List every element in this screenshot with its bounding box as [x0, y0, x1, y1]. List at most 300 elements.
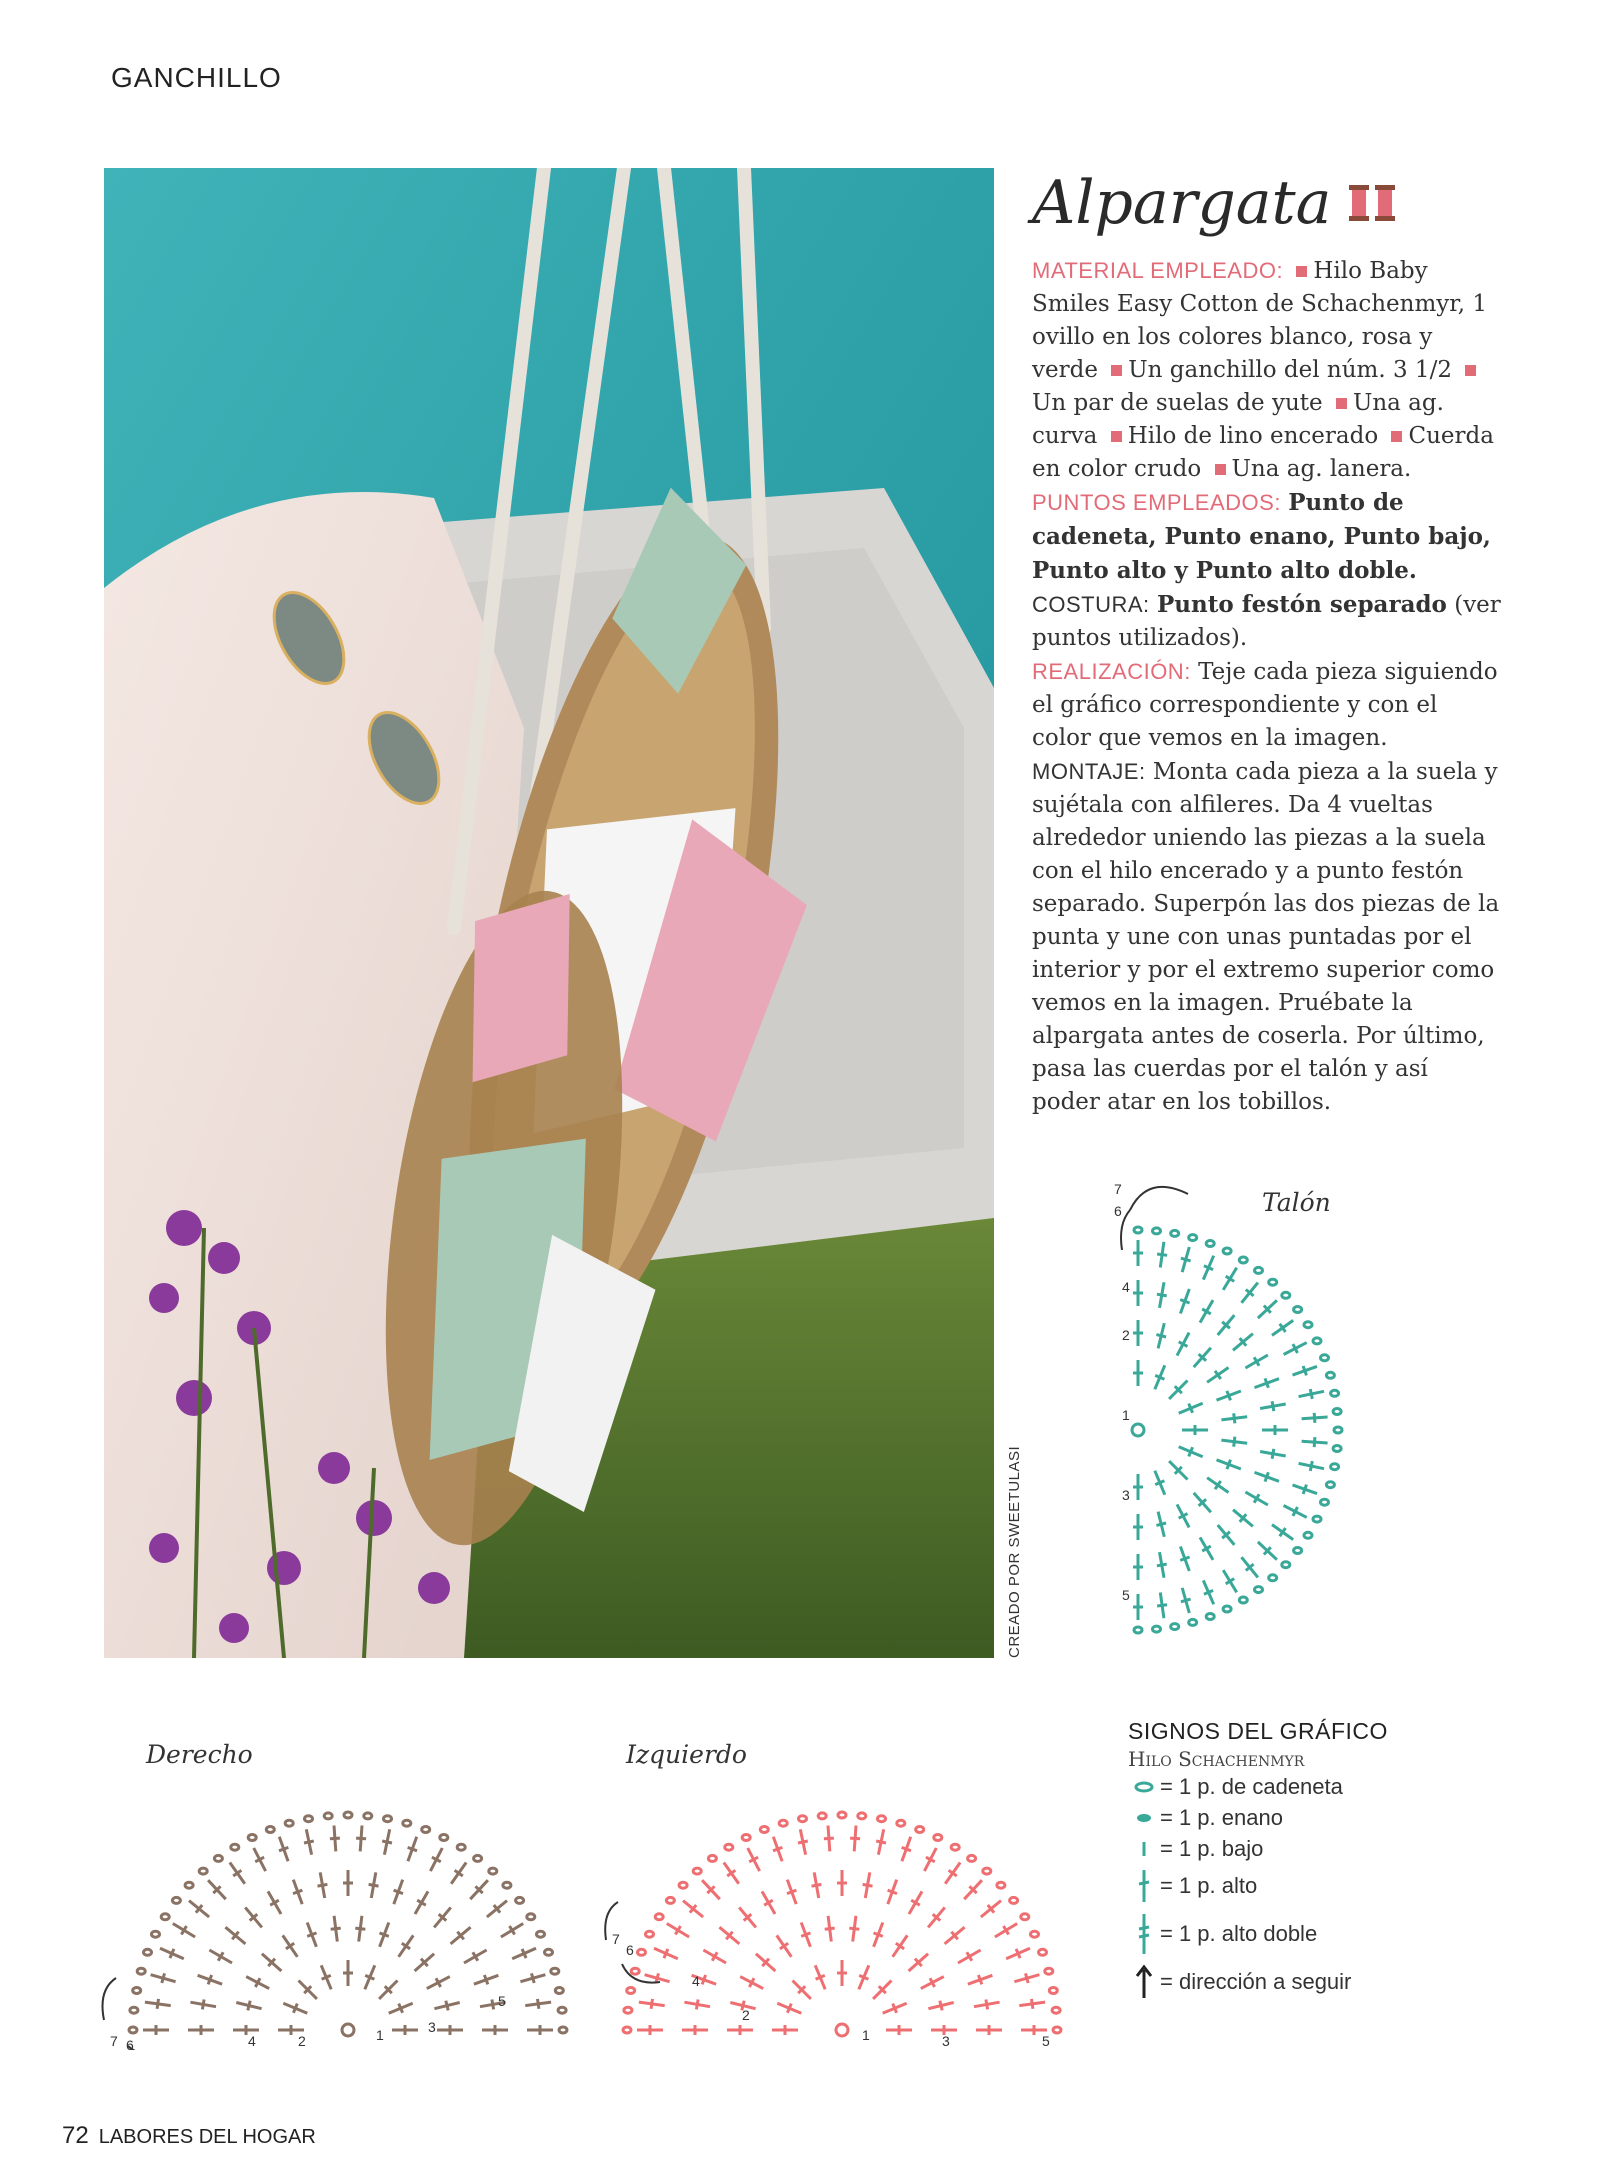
realizacion-paragraph — [1032, 655, 1502, 755]
chain-stitch — [545, 1949, 553, 1955]
page-footer — [62, 2122, 316, 2150]
legend-subtitle: Hilo Schachenmyr — [1128, 1747, 1305, 1771]
legend-item-text: = 1 p. alto doble — [1160, 1921, 1318, 1946]
legend-item-text: = 1 p. enano — [1160, 1804, 1283, 1830]
direction-arrow-icon — [1130, 1187, 1188, 1210]
stitch-crossbar — [538, 1999, 539, 2009]
stitch-crossbar — [888, 1890, 897, 1893]
stitch-crossbar — [1157, 1294, 1167, 1296]
stitch-crossbar — [248, 2001, 250, 2011]
bullet-square-icon — [1111, 365, 1122, 376]
material-item: Un par de suelas de yute — [1032, 390, 1323, 416]
stitch-crossbar — [926, 1857, 935, 1862]
chain-stitch — [1294, 1548, 1302, 1554]
magazine-name: LABORES DEL HOGAR — [98, 2126, 316, 2148]
stitch-crossbar — [356, 1838, 366, 1839]
stitch-crossbar — [1155, 1375, 1164, 1379]
costura-text: Punto festón separado — [1157, 591, 1447, 618]
stitch-crossbar — [1157, 1564, 1167, 1566]
stitch-crossbar — [1227, 1460, 1231, 1469]
stitch-crossbar — [1180, 1557, 1189, 1560]
stitch-crossbar — [651, 1999, 652, 2009]
row-number: 4 — [248, 2033, 256, 2049]
chain-stitch — [934, 1835, 942, 1841]
chain-stitch — [1331, 1390, 1339, 1396]
stitch-crossbar — [1303, 1485, 1306, 1494]
chain-stitch — [878, 1816, 886, 1822]
chain-stitch — [1331, 1464, 1339, 1470]
stitch-crossbar — [365, 1975, 374, 1979]
stitch-crossbar — [1293, 1507, 1298, 1516]
row-number: 2 — [298, 2033, 306, 2049]
legend-item-slip — [1128, 1802, 1488, 1833]
stitch-crossbar — [859, 1975, 868, 1979]
chain-stitch — [1321, 1355, 1329, 1361]
stitch-crossbar — [432, 1857, 441, 1862]
chain-stitch — [760, 1827, 768, 1833]
direction-arrow-icon — [622, 1964, 660, 1983]
stitch-crossbar — [702, 1975, 705, 1984]
chain-stitch — [897, 1820, 905, 1826]
chain-stitch — [285, 1820, 293, 1826]
row-number: 6 — [1114, 1203, 1122, 1219]
chain-stitch — [1282, 1562, 1290, 1568]
izquierdo-chart-label: Izquierdo — [626, 1740, 747, 1769]
stitch-crossbar — [824, 1838, 834, 1839]
chain-stitch — [559, 2027, 567, 2033]
stitch-crossbar — [1026, 1973, 1029, 1983]
stitch-crossbar — [816, 1975, 825, 1979]
chain-stitch — [172, 1897, 180, 1903]
stitch-crossbar — [1272, 1401, 1274, 1411]
chain-stitch — [951, 1844, 959, 1850]
stitch-crossbar — [170, 1949, 174, 1958]
bullet-square-icon — [1336, 398, 1347, 409]
direction-arrow-icon — [1121, 1210, 1130, 1250]
chain-stitch — [666, 1897, 674, 1903]
stitch-crossbar — [202, 2000, 204, 2010]
stitch-crossbar — [986, 2000, 988, 2010]
chain-stitch-icon — [1133, 1780, 1155, 1794]
direction-arrow-icon — [103, 1978, 117, 2020]
slip-stitch-icon — [1133, 1811, 1155, 1825]
legend-item-text: = 1 p. de cadeneta — [1160, 1773, 1343, 1799]
center-ring — [836, 2024, 848, 2036]
stitch-crossbar — [318, 1884, 328, 1886]
chain-stitch — [968, 1855, 976, 1861]
stitch-crossbar — [1181, 1599, 1191, 1602]
stitch-crossbar — [304, 1841, 314, 1843]
material-item: Una ag. lanera. — [1231, 456, 1412, 482]
realizacion-text: Teje cada pieza siguiendo el gráfico correspondiente y con el color que vemos en la imagen. — [1032, 659, 1498, 751]
stitch-crossbar — [369, 1884, 379, 1886]
bullet-square-icon — [1465, 365, 1476, 376]
material-item: Cuerda en color crudo — [1032, 423, 1494, 482]
chain-stitch — [1304, 1322, 1312, 1328]
chain-stitch — [627, 1988, 635, 1994]
stitch-crossbar — [978, 1975, 981, 1984]
stitch-crossbar — [849, 1928, 859, 1929]
stitch-crossbar — [1181, 1258, 1191, 1261]
row-number: 6 — [126, 2037, 134, 2050]
stitch-crossbar — [1179, 1342, 1188, 1347]
stitch-crossbar — [876, 1841, 886, 1843]
stitch-crossbar — [801, 1933, 810, 1937]
chain-stitch — [1134, 1627, 1142, 1633]
chain-stitch — [555, 1988, 563, 1994]
chain-stitch — [474, 1855, 482, 1861]
chain-stitch — [799, 1816, 807, 1822]
chain-stitch — [324, 1813, 332, 1819]
stitch-crossbar — [208, 1975, 211, 1984]
legend-item-text: = 1 p. alto — [1160, 1873, 1258, 1898]
stitch-crossbar — [1156, 1335, 1166, 1337]
chain-stitch — [161, 1914, 169, 1920]
row-number: 7 — [1114, 1181, 1122, 1197]
chain-stitch — [537, 1931, 545, 1937]
chain-stitch — [1223, 1248, 1231, 1254]
stitch-crossbar — [436, 1978, 441, 1987]
material-item: Hilo Baby Smiles Easy Cotton de Schachenmyr, 1 ovillo en los colores blanco, rosa y verde — [1032, 258, 1487, 383]
stitch-crossbar — [773, 1847, 782, 1850]
chain-stitch — [248, 1835, 256, 1841]
thread-spools-icon — [1345, 183, 1401, 223]
stitch-crossbar — [408, 1847, 417, 1850]
stitch-crossbar — [1157, 1605, 1167, 1606]
stitch-crossbar — [382, 1841, 392, 1843]
stitch-crossbar — [446, 2001, 448, 2011]
chain-stitch — [1326, 1482, 1334, 1488]
stitch-crossbar — [1310, 1461, 1312, 1471]
stitch-crossbar — [850, 1838, 860, 1839]
chain-stitch — [1334, 1427, 1342, 1433]
stitch-crossbar — [787, 2004, 791, 2013]
stitch-crossbar — [874, 1933, 883, 1937]
stitch-crossbar — [930, 1978, 935, 1987]
stitch-crossbar — [331, 1928, 341, 1929]
stitch-crossbar — [664, 1949, 668, 1958]
chain-stitch — [631, 1968, 639, 1974]
puntos-paragraph — [1032, 486, 1502, 655]
page-number: 72 — [62, 2122, 89, 2149]
stitch-crossbar — [522, 1949, 526, 1958]
legend-item-chain — [1128, 1771, 1488, 1802]
stitch-crossbar — [1156, 1523, 1166, 1525]
chain-stitch — [364, 1813, 372, 1819]
chain-stitch — [503, 1882, 511, 1888]
chain-stitch — [130, 2007, 138, 2013]
stitch-crossbar — [940, 2001, 942, 2011]
costura-note: (ver puntos utilizados). — [1032, 592, 1501, 651]
chain-stitch — [457, 1844, 465, 1850]
legend-item-text: = dirección a seguir — [1160, 1969, 1352, 1994]
stitch-crossbar — [893, 2004, 897, 2013]
chain-stitch — [489, 1868, 497, 1874]
stitch-crossbar — [293, 1890, 302, 1893]
bullet-square-icon — [1391, 431, 1402, 442]
chain-stitch — [1053, 2027, 1061, 2033]
chain-stitch — [1313, 1516, 1321, 1522]
stitch-crossbar — [902, 1847, 911, 1850]
single-crochet-icon — [1138, 1839, 1150, 1859]
article-body — [1032, 254, 1502, 1119]
chain-stitch — [838, 1812, 846, 1818]
row-number: 5 — [1122, 1587, 1130, 1603]
puntos-label: PUNTOS EMPLEADOS: — [1032, 490, 1281, 515]
stitch-crossbar — [394, 1890, 403, 1893]
chain-stitch — [1321, 1499, 1329, 1505]
legend-title: SIGNOS DEL GRÁFICO — [1128, 1718, 1388, 1744]
stitch-crossbar — [399, 2004, 403, 2013]
stitch-crossbar — [696, 2000, 698, 2010]
material-item: Hilo de lino encerado — [1127, 423, 1379, 449]
chain-stitch — [1223, 1606, 1231, 1612]
stitch-crossbar — [798, 1841, 808, 1843]
stitch-crossbar — [812, 1884, 822, 1886]
chain-stitch — [779, 1820, 787, 1826]
photo-credit: CREADO POR SWEETULASI — [1006, 1445, 1023, 1658]
chain-stitch — [1294, 1307, 1302, 1313]
chain-stitch — [1153, 1626, 1161, 1632]
arrow-up-icon — [1135, 1964, 1153, 2000]
montaje-label: MONTAJE: — [1032, 759, 1146, 784]
chain-stitch — [1134, 1227, 1142, 1233]
chart-legend — [1128, 1718, 1488, 2004]
talon-chart — [1108, 1180, 1448, 1670]
stitch-crossbar — [749, 1857, 758, 1862]
center-ring — [1132, 1424, 1144, 1436]
espadrille-photo — [104, 168, 994, 1658]
chain-stitch — [1031, 1931, 1039, 1937]
chain-stitch — [858, 1813, 866, 1819]
chain-stitch — [708, 1855, 716, 1861]
stitch-crossbar — [863, 1884, 873, 1886]
chain-stitch — [1049, 1988, 1057, 1994]
section-header: GANCHILLO — [111, 62, 282, 93]
row-number: 2 — [742, 2007, 750, 2023]
stitch-crossbar — [293, 2004, 297, 2013]
stitch-crossbar — [1265, 1378, 1268, 1387]
chain-stitch — [997, 1882, 1005, 1888]
center-ring — [342, 2024, 354, 2036]
chain-stitch — [516, 1897, 524, 1903]
chain-stitch — [1206, 1614, 1214, 1620]
bullet-square-icon — [1296, 266, 1307, 277]
stitch-crossbar — [1227, 1391, 1231, 1400]
chain-stitch — [344, 1812, 352, 1818]
chain-stitch — [1171, 1230, 1179, 1236]
legend-item-dc — [1128, 1864, 1488, 1908]
chain-stitch — [1021, 1914, 1029, 1920]
chain-stitch — [1333, 1446, 1341, 1452]
chain-stitch — [1010, 1897, 1018, 1903]
chain-stitch — [1269, 1575, 1277, 1581]
chain-stitch — [1333, 1409, 1341, 1415]
stitch-crossbar — [1272, 1449, 1274, 1459]
stitch-crossbar — [255, 1978, 260, 1987]
article-title — [1032, 168, 1401, 238]
bullet-square-icon — [1215, 464, 1226, 475]
material-label: MATERIAL EMPLEADO: — [1032, 258, 1284, 283]
stitch-crossbar — [1234, 1413, 1235, 1423]
montaje-paragraph — [1032, 755, 1502, 1119]
chain-stitch — [137, 1968, 145, 1974]
chain-stitch — [725, 1844, 733, 1850]
chain-stitch — [558, 2007, 566, 2013]
izquierdo-chart — [592, 1750, 1092, 2050]
chain-stitch — [1206, 1241, 1214, 1247]
row-number: 5 — [1042, 2033, 1050, 2049]
stitch-crossbar — [355, 1928, 365, 1929]
row-number: 6 — [626, 1942, 634, 1958]
chain-stitch — [133, 1988, 141, 1994]
stitch-crossbar — [1310, 1389, 1312, 1399]
stitch-crossbar — [1265, 1472, 1268, 1481]
stitch-crossbar — [322, 1975, 331, 1979]
stitch-crossbar — [532, 1973, 535, 1983]
stitch-crossbar — [1179, 1514, 1188, 1519]
chain-stitch — [1052, 2007, 1060, 2013]
derecho-chart — [98, 1750, 598, 2050]
row-number: 2 — [1122, 1327, 1130, 1343]
stitch-crossbar — [1180, 1300, 1189, 1303]
material-item: Una ag. curva — [1032, 390, 1444, 449]
stitch-crossbar — [330, 1838, 340, 1839]
chain-stitch — [1326, 1372, 1334, 1378]
double-crochet-icon — [1136, 1868, 1152, 1904]
chain-stitch — [655, 1914, 663, 1920]
chain-stitch — [1239, 1257, 1247, 1263]
row-number: 3 — [942, 2033, 950, 2049]
chain-stitch — [1189, 1235, 1197, 1241]
talon-chart-label: Talón — [1262, 1188, 1331, 1217]
stitch-crossbar — [1016, 1949, 1020, 1958]
chain-stitch — [818, 1813, 826, 1819]
chain-stitch — [1189, 1619, 1197, 1625]
stitch-crossbar — [1204, 1590, 1213, 1594]
row-number: 1 — [862, 2027, 870, 2043]
chain-stitch — [742, 1835, 750, 1841]
row-number: 7 — [110, 2033, 118, 2049]
chain-stitch — [1282, 1292, 1290, 1298]
stitch-crossbar — [162, 1973, 165, 1983]
stitch-crossbar — [1204, 1266, 1213, 1270]
row-number: 5 — [498, 1993, 506, 2009]
chain-stitch — [1239, 1597, 1247, 1603]
treble-crochet-icon — [1136, 1912, 1152, 1956]
stitch-crossbar — [825, 1928, 835, 1929]
legend-item-sc — [1128, 1833, 1488, 1864]
legend-item-text: = 1 p. bajo — [1160, 1835, 1264, 1861]
chain-stitch — [1039, 1949, 1047, 1955]
chain-stitch — [1313, 1338, 1321, 1344]
chain-stitch — [624, 2007, 632, 2013]
stitch-crossbar — [307, 1933, 316, 1937]
chain-stitch — [1153, 1228, 1161, 1234]
row-number: 3 — [1122, 1487, 1130, 1503]
chain-stitch — [384, 1816, 392, 1822]
stitch-crossbar — [1314, 1437, 1315, 1447]
chain-stitch — [1269, 1279, 1277, 1285]
chain-stitch — [129, 2027, 137, 2033]
stitch-crossbar — [492, 2000, 494, 2010]
bullet-square-icon — [1111, 431, 1122, 442]
stitch-crossbar — [1293, 1344, 1298, 1353]
chain-stitch — [144, 1949, 152, 1955]
chain-stitch — [1304, 1532, 1312, 1538]
row-number: 4 — [1122, 1279, 1130, 1295]
stitch-crossbar — [1032, 1999, 1033, 2009]
stitch-crossbar — [787, 1890, 796, 1893]
stitch-crossbar — [1234, 1437, 1235, 1447]
derecho-chart-label: Derecho — [146, 1740, 253, 1769]
chain-stitch — [403, 1820, 411, 1826]
stitch-crossbar — [1157, 1254, 1167, 1255]
chain-stitch — [266, 1827, 274, 1833]
stitch-crossbar — [279, 1847, 288, 1850]
chain-stitch — [422, 1827, 430, 1833]
article-title-text: Alpargata — [1032, 168, 1332, 238]
puntos-text: Punto de cadeneta, Punto enano, Punto bajo, Punto alto y Punto alto doble. — [1032, 489, 1491, 584]
chain-stitch — [527, 1914, 535, 1920]
stitch-crossbar — [1303, 1366, 1306, 1375]
stitch-crossbar — [1314, 1413, 1315, 1423]
stitch-crossbar — [1189, 1447, 1193, 1456]
chain-stitch — [693, 1868, 701, 1874]
stitch-crossbar — [749, 1978, 754, 1987]
chain-stitch — [916, 1827, 924, 1833]
chain-stitch — [231, 1844, 239, 1850]
material-paragraph — [1032, 254, 1502, 486]
row-number: 7 — [612, 1931, 620, 1947]
chain-stitch — [983, 1868, 991, 1874]
chain-stitch — [440, 1835, 448, 1841]
chain-stitch — [152, 1931, 160, 1937]
direction-arrow-icon — [128, 2046, 168, 2050]
stitch-crossbar — [484, 1975, 487, 1984]
chain-stitch — [1255, 1587, 1263, 1593]
stitch-crossbar — [1155, 1481, 1164, 1485]
chain-stitch — [646, 1931, 654, 1937]
chain-stitch — [1045, 1968, 1053, 1974]
material-item: Un ganchillo del núm. 3 1/2 — [1128, 357, 1452, 383]
chain-stitch — [638, 1949, 646, 1955]
stitch-crossbar — [1189, 1404, 1193, 1413]
montaje-text: Monta cada pieza a la suela y sujétala con alfileres. Da 4 vueltas alrededor uniendo las piezas a la suela con el hilo encerado y a punto festón separado. Superpón las dos piezas de la punta y une con unas puntadas por el interior y por el extremo superior como vemos en la imagen. Pruébate la alpargata antes de coserla. Por último, pasa las cuerdas por el talón y así poder atar en los tobillos. — [1032, 759, 1500, 1115]
row-number: 1 — [1122, 1407, 1130, 1423]
costura-label: COSTURA: — [1032, 592, 1150, 617]
realizacion-label: REALIZACIÓN: — [1032, 659, 1191, 684]
photo-illustration — [104, 168, 994, 1658]
chain-stitch — [551, 1968, 559, 1974]
row-number: 3 — [428, 2019, 436, 2035]
chain-stitch — [623, 2027, 631, 2033]
chain-stitch — [1255, 1267, 1263, 1273]
stitch-crossbar — [157, 1999, 158, 2009]
chain-stitch — [214, 1855, 222, 1861]
chain-stitch — [185, 1882, 193, 1888]
row-number: 4 — [692, 1973, 700, 1989]
chain-stitch — [199, 1868, 207, 1874]
legend-item-tr — [1128, 1908, 1488, 1960]
chain-stitch — [679, 1882, 687, 1888]
stitch-crossbar — [380, 1933, 389, 1937]
row-number: 1 — [376, 2027, 384, 2043]
legend-item-arrow — [1128, 1960, 1488, 2004]
chain-stitch — [305, 1816, 313, 1822]
chain-stitch — [1171, 1624, 1179, 1630]
stitch-crossbar — [255, 1857, 264, 1862]
